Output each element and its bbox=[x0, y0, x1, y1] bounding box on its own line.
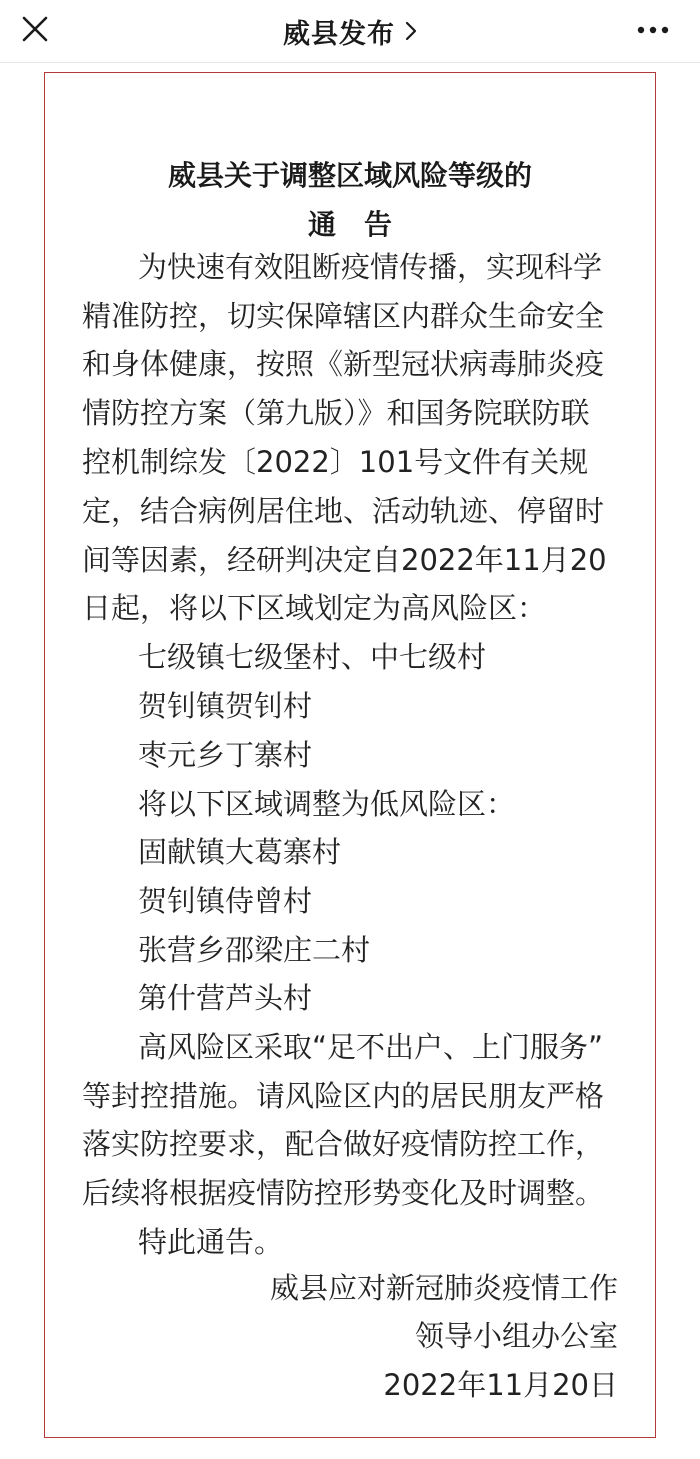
closing-line: 落实防控要求，配合做好疫情防控工作， bbox=[82, 1127, 605, 1161]
more-dots-icon bbox=[636, 16, 670, 44]
low-risk-heading: 将以下区域调整为低风险区： bbox=[138, 787, 516, 821]
closing-line: 高风险区采取“足不出户、上门服务” bbox=[138, 1030, 604, 1064]
low-risk-area-item: 第什营芦头村 bbox=[138, 981, 313, 1015]
body-line: 间等因素，经研判决定自2022年11月20 bbox=[82, 543, 607, 577]
chevron-right-icon bbox=[405, 21, 417, 41]
account-name: 威县发布 bbox=[283, 18, 395, 50]
special-notice: 特此通告。 bbox=[138, 1225, 284, 1259]
body-line: 和身体健康，按照《新型冠状病毒肺炎疫 bbox=[82, 347, 605, 381]
notice-date: 2022年11月20日 bbox=[383, 1368, 618, 1402]
high-risk-area-item: 贺钊镇贺钊村 bbox=[138, 689, 313, 723]
body-line: 定，结合病例居住地、活动轨迹、停留时 bbox=[82, 494, 605, 528]
body-line: 为快速有效阻断疫情传播，实现科学 bbox=[138, 250, 603, 284]
closing-line: 后续将根据疫情防控形势变化及时调整。 bbox=[82, 1176, 605, 1210]
body-line: 控机制综发〔2022〕101号文件有关规 bbox=[82, 445, 589, 479]
high-risk-area-item: 七级镇七级堡村、中七级村 bbox=[138, 640, 487, 674]
more-options-button[interactable] bbox=[636, 16, 670, 44]
low-risk-area-item: 张营乡邵梁庄二村 bbox=[138, 933, 371, 967]
signature-line2: 领导小组办公室 bbox=[414, 1319, 618, 1353]
closing-line: 等封控措施。请风险区内的居民朋友严格 bbox=[82, 1079, 605, 1113]
top-nav-bar bbox=[0, 0, 700, 63]
low-risk-area-item: 固献镇大葛寨村 bbox=[138, 835, 342, 869]
account-title-link[interactable] bbox=[0, 0, 700, 62]
low-risk-area-item: 贺钊镇侍曾村 bbox=[138, 884, 313, 918]
body-line: 日起，将以下区域划定为高风险区： bbox=[82, 591, 547, 625]
notice-title-line1: 威县关于调整区域风险等级的 bbox=[167, 159, 532, 192]
high-risk-area-item: 枣元乡丁寨村 bbox=[138, 738, 313, 772]
notice-title-line2: 通 告 bbox=[307, 208, 392, 241]
signature-line1: 威县应对新冠肺炎疫情工作 bbox=[269, 1271, 618, 1305]
body-line: 情防控方案（第九版）》和国务院联防联 bbox=[82, 396, 590, 430]
body-line: 精准防控，切实保障辖区内群众生命安全 bbox=[82, 299, 605, 333]
